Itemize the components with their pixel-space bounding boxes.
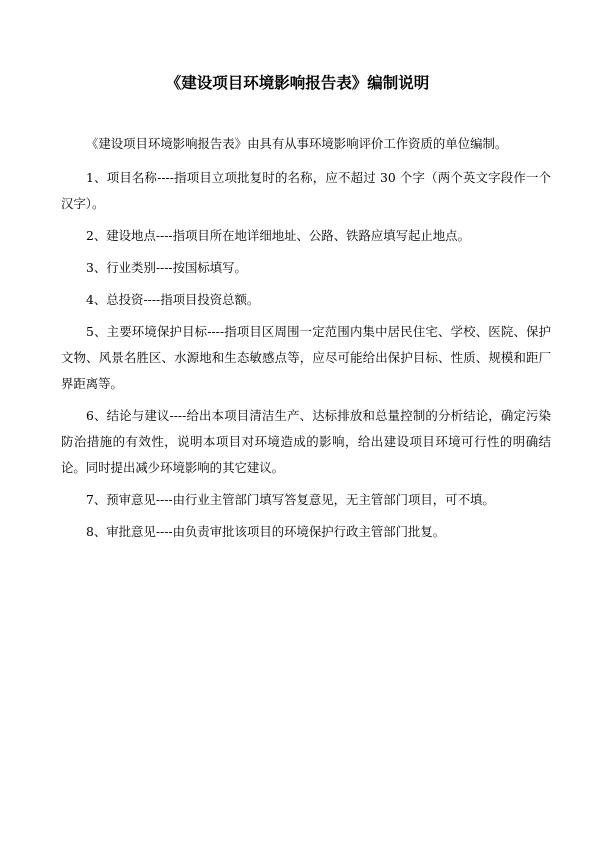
item-protection-targets: 5、主要环境保护目标----指项目区周围一定范围内集中居民住宅、学校、医院、保护文物、风景名胜区、水源地和生态敏感点等，应尽可能给出保护目标、性质、规模和距厂界距离等。 <box>61 324 551 391</box>
item-preliminary-review: 7、预审意见----由行业主管部门填写答复意见，无主管部门项目，可不填。 <box>86 492 495 507</box>
document-body <box>61 131 551 551</box>
page-title: 《建设项目环境影响报告表》编制说明 <box>165 74 430 92</box>
item-total-investment: 4、总投资----指项目投资总额。 <box>86 292 260 307</box>
item-industry-category: 3、行业类别----按国标填写。 <box>86 260 247 275</box>
intro-paragraph: 《建设项目环境影响报告表》由具有从事环境影响评价工作资质的单位编制。 <box>86 136 508 151</box>
item-construction-site: 2、建设地点----指项目所在地详细地址、公路、铁路应填写起止地点。 <box>86 228 470 243</box>
item-project-name: 1、项目名称----指项目立项批复时的名称，应不超过 30 个字（两个英文字段作一个汉字）。 <box>61 170 551 211</box>
item-approval-opinion: 8、审批意见----由负责审批该项目的环境保护行政主管部门批复。 <box>86 524 446 539</box>
item-conclusions-suggestions: 6、结论与建议----给出本项目清洁生产、达标排放和总量控制的分析结论，确定污染防治措施的有效性，说明本项目对环境造成的影响，给出建设项目环境可行性的明确结论。同时提出减少环境影响的其它建议。 <box>61 408 551 475</box>
